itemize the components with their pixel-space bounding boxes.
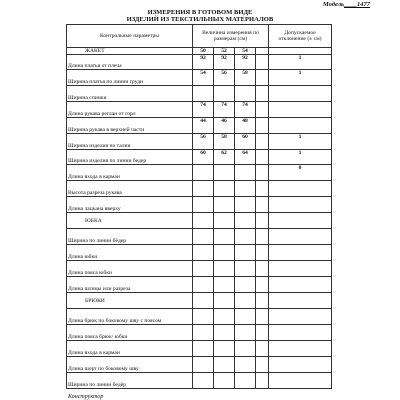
param-label: Ширина изделия по линии бедер	[67, 150, 193, 165]
size-value-cell: 92	[193, 55, 214, 70]
spacer-cell	[256, 197, 269, 213]
spacer-cell	[256, 245, 269, 261]
spacer-cell	[256, 213, 269, 229]
header-size: Величина измерения по размерам (см)	[193, 25, 269, 48]
spacer-cell	[256, 118, 269, 134]
footer-constructor: Конструктор	[68, 394, 104, 400]
tolerance-cell	[269, 229, 332, 245]
size-value-cell	[235, 341, 256, 357]
size-value-cell	[214, 165, 235, 181]
section-row	[67, 213, 332, 229]
table-row	[67, 102, 332, 118]
spacer-cell	[256, 102, 269, 118]
size-value-cell: 54	[235, 48, 256, 55]
size-value-cell: 56	[193, 134, 214, 150]
size-value-cell	[193, 357, 214, 373]
param-label: Высота разреза рукава	[67, 181, 193, 197]
size-value-cell	[214, 309, 235, 325]
size-value-cell	[235, 373, 256, 389]
spacer-cell	[256, 261, 269, 277]
size-value-cell	[235, 181, 256, 197]
tolerance-cell	[269, 309, 332, 325]
section-title: ЮБКА	[67, 213, 193, 229]
size-value-cell: 92	[235, 55, 256, 70]
spacer-cell	[256, 150, 269, 165]
header-params: Контрольные параметры	[67, 25, 193, 48]
tolerance-cell	[269, 277, 332, 293]
spacer-cell	[256, 357, 269, 373]
param-label: Длина платья от плеча	[67, 55, 193, 70]
size-value-cell: 74	[214, 102, 235, 118]
size-value-cell	[214, 277, 235, 293]
size-value-cell	[214, 357, 235, 373]
size-value-cell	[214, 86, 235, 102]
size-value-cell: 50	[193, 48, 214, 55]
spacer-cell	[256, 165, 269, 181]
tolerance-cell	[269, 245, 332, 261]
tolerance-cell	[269, 86, 332, 102]
spacer-cell	[256, 373, 269, 389]
size-value-cell	[214, 245, 235, 261]
size-value-cell	[214, 197, 235, 213]
size-value-cell: 62	[214, 150, 235, 165]
size-value-cell	[193, 309, 214, 325]
table-row	[67, 341, 332, 357]
size-value-cell	[214, 181, 235, 197]
size-value-cell	[235, 245, 256, 261]
spacer-cell	[256, 309, 269, 325]
table-row	[67, 357, 332, 373]
header-tolerance: Допускаемое отклонение (± см)	[269, 25, 332, 48]
spacer-cell	[256, 277, 269, 293]
tolerance-cell	[269, 373, 332, 389]
tolerance-cell	[269, 181, 332, 197]
tolerance-cell	[269, 293, 332, 309]
size-value-cell: 56	[214, 70, 235, 86]
param-label: Длина брюк по боковому шву с поясом	[67, 309, 193, 325]
spacer-cell	[256, 55, 269, 70]
model-prefix: Модель	[322, 1, 344, 8]
size-value-cell	[235, 261, 256, 277]
table-row	[67, 150, 332, 165]
param-label: Длина пояса юбки	[67, 261, 193, 277]
size-value-cell: 46	[214, 118, 235, 134]
size-value-cell	[235, 325, 256, 341]
param-label: Длина рукава реглан от горл	[67, 102, 193, 118]
spacer-cell	[256, 325, 269, 341]
size-value-cell	[193, 165, 214, 181]
section-title: БРЮКИ	[67, 293, 193, 309]
size-value-cell	[235, 277, 256, 293]
param-label: Длина лацкана вверху	[67, 197, 193, 213]
section-title: ЖАКЕТ	[67, 48, 193, 55]
size-value-cell: 74	[193, 102, 214, 118]
param-label: Ширина спинки	[67, 86, 193, 102]
size-value-cell: 52	[214, 48, 235, 55]
size-value-cell: 74	[235, 102, 256, 118]
tolerance-cell	[269, 325, 332, 341]
size-value-cell	[193, 341, 214, 357]
size-value-cell	[193, 197, 214, 213]
tolerance-cell	[269, 213, 332, 229]
tolerance-cell	[269, 102, 332, 118]
size-value-cell	[193, 229, 214, 245]
section-row	[67, 48, 332, 55]
table-row	[67, 277, 332, 293]
size-value-cell	[235, 357, 256, 373]
table-row	[67, 373, 332, 389]
tolerance-cell: 1	[269, 70, 332, 86]
size-value-cell: 44	[193, 118, 214, 134]
spacer-cell	[256, 229, 269, 245]
tolerance-cell	[269, 341, 332, 357]
table-row	[67, 118, 332, 134]
spacer-cell	[256, 341, 269, 357]
tolerance-cell	[269, 357, 332, 373]
tolerance-cell	[269, 261, 332, 277]
table-row	[67, 134, 332, 150]
table-header-row	[67, 25, 332, 48]
size-value-cell: 92	[214, 55, 235, 70]
size-value-cell	[193, 325, 214, 341]
param-label: Ширина по линии бёдер	[67, 229, 193, 245]
table-row	[67, 165, 332, 181]
tolerance-cell: 1	[269, 134, 332, 150]
param-label: Длина входа в карман	[67, 341, 193, 357]
size-value-cell	[235, 293, 256, 309]
param-label: Длина шлицы или разреза	[67, 277, 193, 293]
section-row	[67, 293, 332, 309]
spacer-cell	[256, 181, 269, 197]
spacer-cell	[256, 134, 269, 150]
size-value-cell	[235, 197, 256, 213]
size-value-cell	[193, 373, 214, 389]
model-number	[323, 1, 370, 8]
table-row	[67, 181, 332, 197]
param-label: Ширина платья по линии груди	[67, 70, 193, 86]
model-value: ____1477	[344, 1, 370, 8]
tolerance-cell	[269, 118, 332, 134]
size-value-cell: 58	[235, 70, 256, 86]
size-value-cell	[214, 293, 235, 309]
spacer-cell	[256, 293, 269, 309]
size-value-cell	[214, 229, 235, 245]
tolerance-cell	[269, 48, 332, 55]
param-label: Длина входа в карман	[67, 165, 193, 181]
param-label: Длина юбки	[67, 245, 193, 261]
size-value-cell: 60	[193, 150, 214, 165]
param-label: Длина шорт по боковому шву	[67, 357, 193, 373]
tolerance-cell: 1	[269, 55, 332, 70]
spacer-cell	[256, 48, 269, 55]
table-row	[67, 245, 332, 261]
size-value-cell	[235, 309, 256, 325]
size-value-cell: 64	[235, 150, 256, 165]
size-value-cell	[214, 325, 235, 341]
size-value-cell	[235, 229, 256, 245]
table-row	[67, 261, 332, 277]
param-label: Ширина по линии бедёр	[67, 373, 193, 389]
spacer-cell	[256, 70, 269, 86]
table-row	[67, 325, 332, 341]
param-label: Ширина рукава в верхней части	[67, 118, 193, 134]
size-value-cell	[214, 341, 235, 357]
size-value-cell: 54	[193, 70, 214, 86]
model-number-text: 1477	[357, 1, 370, 8]
table-row	[67, 70, 332, 86]
size-value-cell	[214, 213, 235, 229]
table-row	[67, 309, 332, 325]
document-title-line-2: ИЗДЕЛИЙ ИЗ ТЕКСТИЛЬНЫХ МАТЕРИАЛОВ	[126, 16, 274, 23]
param-label: Длина пояса брюк/ юбки	[67, 325, 193, 341]
size-value-cell: 48	[235, 118, 256, 134]
tolerance-cell: 1	[269, 150, 332, 165]
table-row	[67, 229, 332, 245]
size-value-cell	[193, 261, 214, 277]
document-title-line-1: ИЗМЕРЕНИЯ В ГОТОВОМ ВИДЕ	[147, 9, 253, 16]
size-value-cell: 60	[235, 134, 256, 150]
spacer-cell	[256, 86, 269, 102]
size-value-cell	[235, 165, 256, 181]
size-value-cell	[235, 86, 256, 102]
size-value-cell	[193, 245, 214, 261]
param-label: Ширина изделия по талии	[67, 134, 193, 150]
measurements-table	[66, 24, 332, 389]
size-value-cell	[214, 261, 235, 277]
size-value-cell	[193, 86, 214, 102]
size-value-cell	[193, 181, 214, 197]
size-value-cell	[193, 277, 214, 293]
tolerance-cell	[269, 197, 332, 213]
size-value-cell	[193, 293, 214, 309]
table-row	[67, 55, 332, 70]
size-value-cell	[214, 373, 235, 389]
size-value-cell	[193, 213, 214, 229]
size-value-cell	[235, 213, 256, 229]
size-value-cell: 58	[214, 134, 235, 150]
tolerance-cell: 0	[269, 165, 332, 181]
table-row	[67, 86, 332, 102]
table-row	[67, 197, 332, 213]
